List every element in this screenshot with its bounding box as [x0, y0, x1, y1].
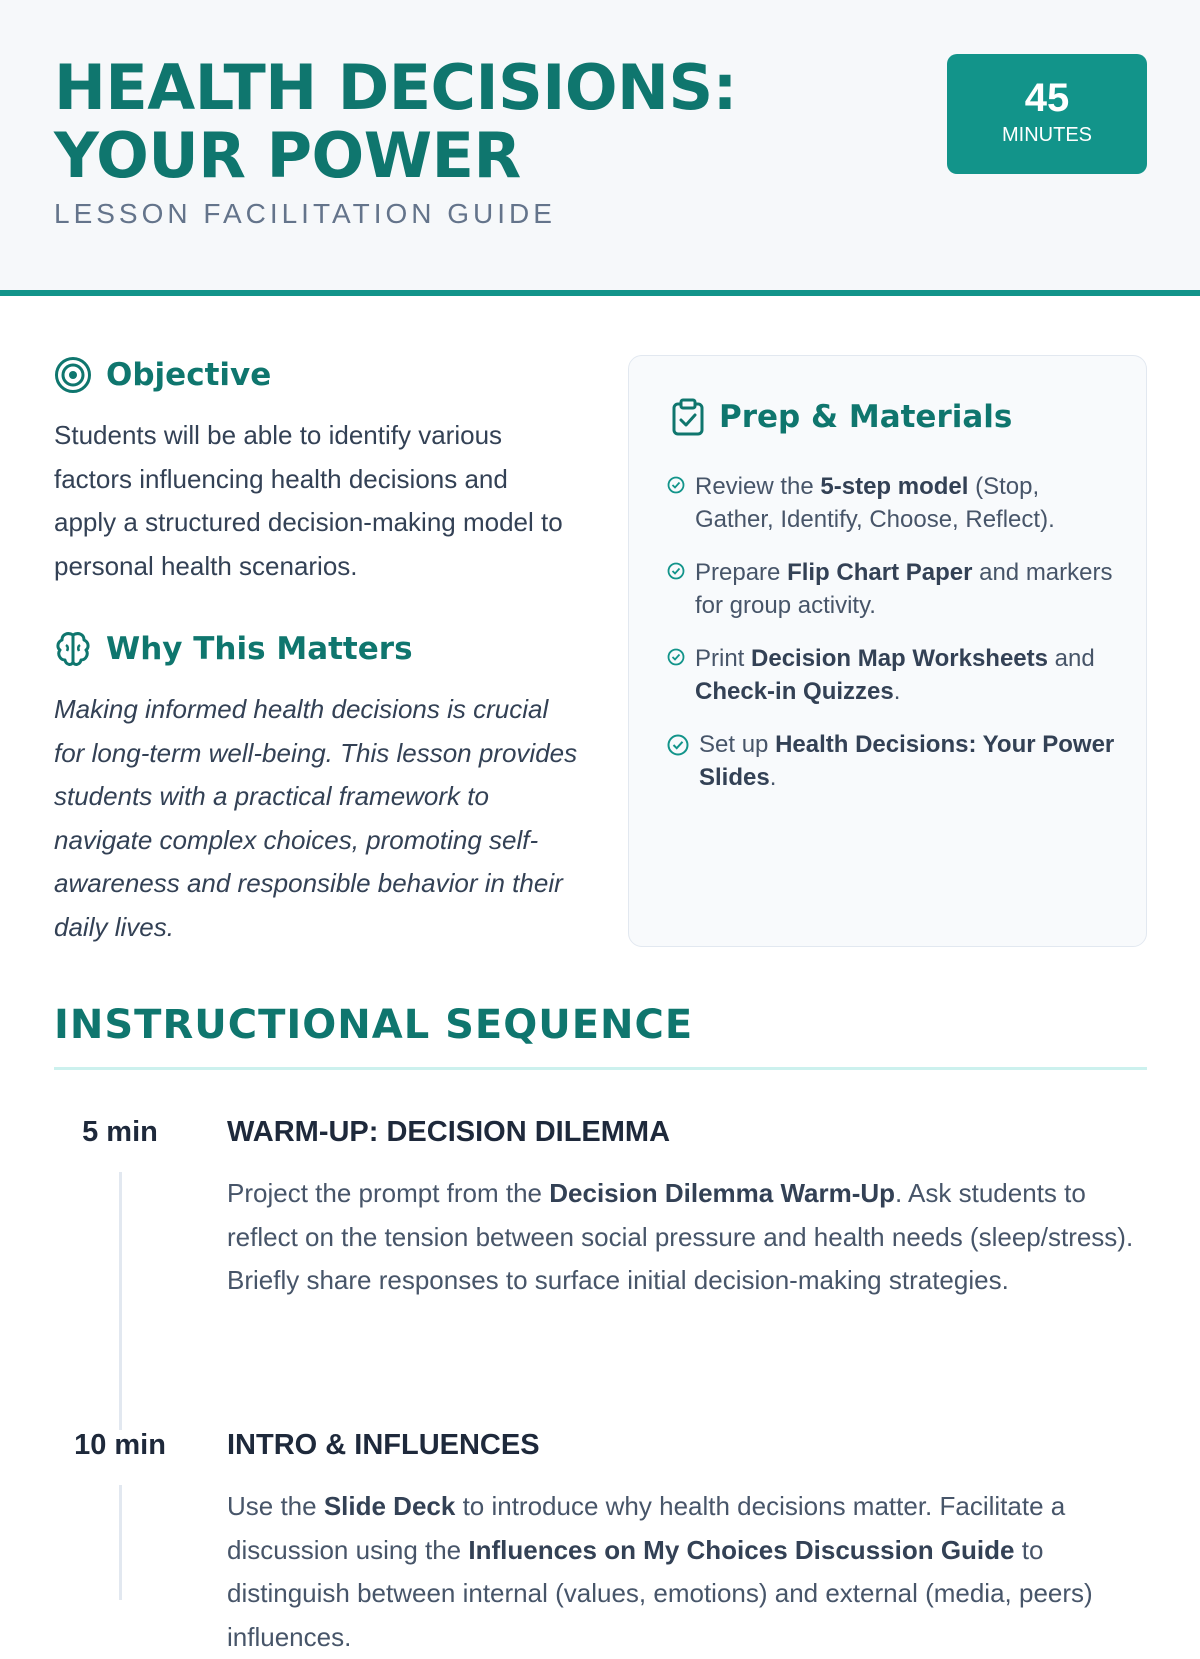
- prep-list: [667, 470, 1117, 814]
- prep-item-text: Review the 5-step model (Stop, Gather, Identify, Choose, Reflect).: [695, 473, 1055, 533]
- duration-badge: [947, 54, 1147, 174]
- why-heading: [54, 630, 413, 668]
- step-time: 10 min: [74, 1429, 166, 1461]
- prep-heading: [671, 398, 1012, 436]
- page-subtitle: LESSON FACILITATION GUIDE: [54, 198, 556, 229]
- prep-item-text: Prepare Flip Chart Paper and markers for group activity.: [695, 559, 1113, 619]
- prep-item: [667, 556, 1117, 622]
- timeline-line: [119, 1172, 122, 1430]
- duration-unit: MINUTES: [1002, 124, 1092, 146]
- lesson-header: [0, 0, 1200, 296]
- step-description: Project the prompt from the Decision Dilemma Warm-Up. Ask students to reflect on the tension between social pressure and health needs (sleep/stress). Briefly share responses to surface initial decision-making strategies.: [227, 1178, 1134, 1295]
- step-title: WARM-UP: DECISION DILEMMA: [227, 1116, 671, 1148]
- page-title: HEALTH DECISIONS: YOUR POWER: [54, 51, 737, 192]
- check-circle-icon: [667, 476, 685, 494]
- objective-heading: [54, 356, 271, 394]
- check-circle-icon: [667, 562, 685, 580]
- why-text: Making informed health decisions is crucial for long-term well-being. This lesson provides students with a practical framework to navigate complex choices, promoting self-awareness and responsible behavior in their daily lives.: [54, 694, 578, 942]
- prep-item: [667, 642, 1117, 708]
- objective-text: Students will be able to identify various factors influencing health decisions and apply a structured decision-making model to personal health scenarios.: [54, 420, 563, 581]
- objective-heading-text: Objective: [106, 357, 272, 393]
- step-description: Use the Slide Deck to introduce why health decisions matter. Facilitate a discussion using the Influences on My Choices Discussion Guide to distinguish between internal (values, emotions) and external (media, peers) influences.: [227, 1491, 1093, 1652]
- prep-item-text: Set up Health Decisions: Your Power Slides.: [699, 731, 1115, 791]
- target-icon: [54, 356, 92, 394]
- sequence-divider: [54, 1067, 1147, 1070]
- clipboard-check-icon: [671, 398, 705, 436]
- timeline-line: [119, 1485, 122, 1600]
- step-time: 5 min: [82, 1116, 158, 1148]
- duration-value: 45: [1024, 76, 1070, 120]
- prep-item: [667, 728, 1117, 794]
- prep-item-text: Print Decision Map Worksheets and Check-in Quizzes.: [695, 645, 1095, 705]
- why-heading-text: Why This Matters: [106, 631, 413, 667]
- step-title: INTRO & INFLUENCES: [227, 1429, 540, 1461]
- prep-heading-text: Prep & Materials: [719, 399, 1013, 435]
- prep-materials-card: [628, 355, 1147, 947]
- prep-item: [667, 470, 1117, 536]
- brain-icon: [54, 630, 92, 668]
- check-circle-icon: [667, 734, 689, 756]
- check-circle-icon: [667, 648, 685, 666]
- sequence-heading: INSTRUCTIONAL SEQUENCE: [54, 1002, 694, 1048]
